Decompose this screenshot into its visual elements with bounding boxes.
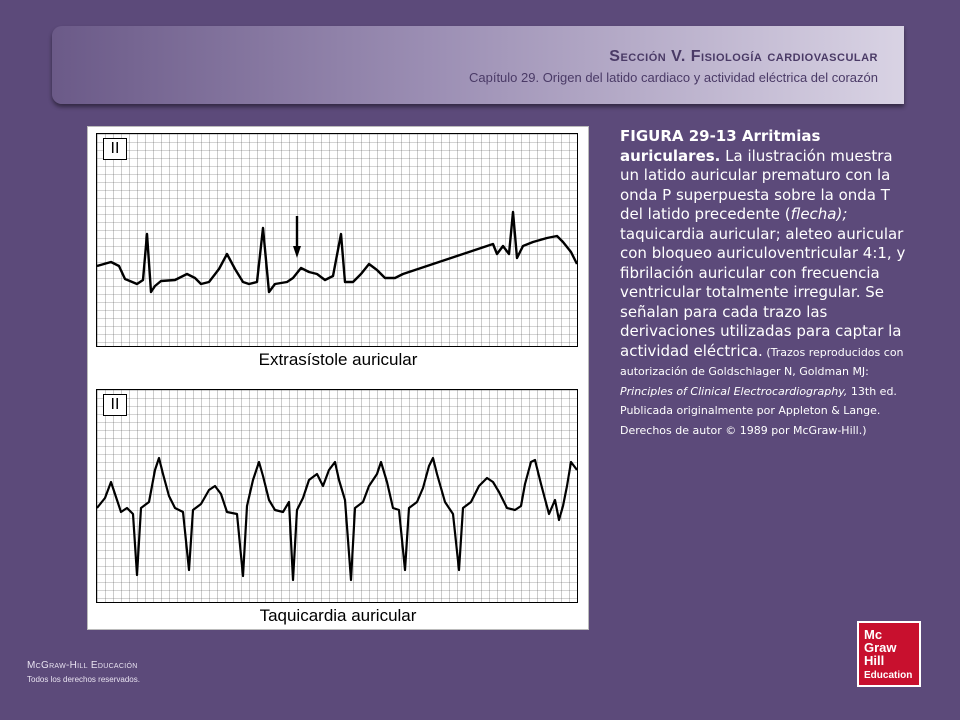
chapter-title: Capítulo 29. Origen del latido cardiaco y actividad eléctrica del corazón bbox=[468, 70, 878, 85]
logo-line-2: Graw bbox=[864, 640, 897, 655]
logo-line-4: Education bbox=[864, 670, 913, 681]
logo-line-3: Hill bbox=[864, 653, 885, 668]
footer-brand: McGraw-Hill Educación bbox=[27, 660, 138, 671]
figure-caption bbox=[620, 127, 910, 439]
section-title: Sección V. Fisiología cardiovascular bbox=[609, 48, 878, 65]
lead-label: II bbox=[103, 394, 127, 416]
strip-caption-extrasystole: Extrasístole auricular bbox=[258, 350, 418, 369]
footer-rights: Todos los derechos reservados. bbox=[27, 675, 140, 684]
ecg-figure bbox=[87, 126, 589, 630]
ecg-strip-tachycardia bbox=[96, 389, 578, 603]
caption-body-italic: flecha); bbox=[790, 205, 848, 223]
logo-line-1: Mc bbox=[864, 627, 883, 642]
ecg-trace-extrasystole bbox=[97, 134, 577, 346]
caption-title: FIGURA 29-13 Arritmias auriculares. bbox=[620, 127, 821, 165]
strip-caption-tachycardia: Taquicardia auricular bbox=[259, 606, 417, 625]
caption-body-1: La ilustración muestra un latido auricular prematuro con la onda P superpuesta sobre la onda T del latido precedente ( bbox=[620, 146, 893, 223]
ecg-strip-extrasystole bbox=[96, 133, 578, 347]
lead-label: II bbox=[103, 138, 127, 160]
caption-credit-1: (Trazos reproducidos con autorización de Goldschlager N, Goldman MJ: bbox=[620, 345, 904, 378]
caption-body-2: taquicardia auricular; aleteo auricular con bloqueo auriculoventricular 4:1, y fibrilación auricular con frecuencia ventricular totalmente irregular. Se señalan para cada trazo las derivaciones utilizadas para captar la actividad eléctrica. bbox=[620, 224, 906, 360]
ecg-trace-tachycardia bbox=[97, 390, 577, 602]
mcgraw-hill-logo bbox=[857, 621, 921, 687]
caption-credit-italic: Principles of Clinical Electrocardiography, bbox=[620, 384, 848, 398]
caption-credit-2: 13th ed. Publicada originalmente por Appleton & Lange. Derechos de autor © 1989 por McGraw-Hill.) bbox=[620, 384, 897, 437]
